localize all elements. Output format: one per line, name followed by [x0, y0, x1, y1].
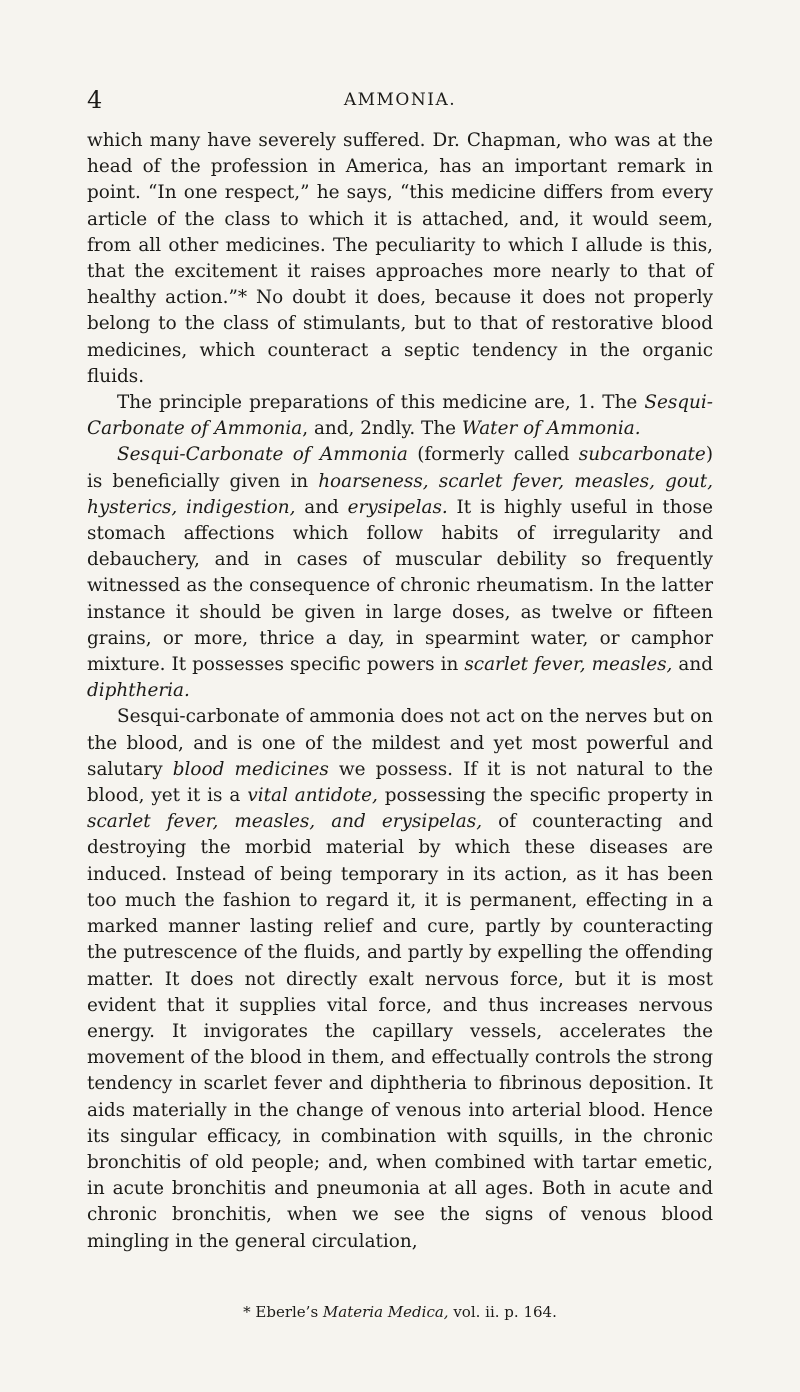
italic-text: scarlet fever, measles, and erysipelas,: [87, 811, 483, 833]
italic-text: blood medicines: [172, 758, 329, 780]
paragraph: [87, 128, 713, 390]
text-run: which many have severely suffered. Dr. Chapman, who was at the head of the profession in America, has an important remark in point. “In one respect,” he says, “this medicine differs from every article of the class to which it is attached, and, it would seem, from all other medicines. The peculiarity to which I allude is this, that the excitement it raises approaches more nearly to that of healthy action.”* No doubt it does, because it does not properly belong to the class of stimulants, but to that of restorative blood medicines, which counteract a septic tendency in the organic fluids.: [87, 130, 713, 387]
text-run: It is highly useful in those stomach affections which follow habits of irregularity and debauchery, and in cases of muscular debility so frequently witnessed as the consequence of chronic rheumatism. In the latter instance it should be given in large doses, as twelve or fifteen grains, or more, thrice a day, in spearmint water, or camphor mixture. It possesses specific powers in: [87, 496, 714, 676]
body-text: [87, 128, 713, 1255]
paragraph: [87, 442, 713, 704]
page-header: [87, 86, 713, 116]
italic-text: erysipelas.: [347, 496, 448, 518]
text-run: Sesqui-carbonate of ammonia does not act on the nerves but on the blood, and is one of the mildest and yet most powerful and salutary: [87, 706, 713, 780]
italic-text: hoarseness, scarlet fever, measles, gout, hysterics, indigestion,: [87, 470, 713, 518]
text-run: and: [672, 654, 713, 676]
text-run: (formerly called: [407, 444, 579, 466]
text-run: * Eberle’s: [243, 1303, 323, 1321]
italic-text: Materia Medica,: [322, 1303, 449, 1321]
text-run: possessing the specific property in: [377, 785, 714, 807]
text-run: , and, 2ndly. The: [302, 418, 462, 440]
footnote: [87, 1303, 713, 1321]
italic-text: Sesqui-Carbonate of Ammonia: [117, 444, 408, 466]
text-run: vol. ii. p. 164.: [448, 1303, 557, 1321]
italic-text: Water of Ammonia.: [461, 418, 641, 440]
paragraph: [87, 704, 713, 1254]
italic-text: vital antidote,: [247, 785, 378, 807]
text-run: ) is beneficially given in: [87, 444, 713, 492]
paragraph: [87, 390, 713, 442]
italic-text: Sesqui-Carbonate of Ammonia: [87, 392, 713, 440]
text-run: we possess. If it is not natural to the blood, yet it is a: [87, 758, 713, 807]
text-run: of counteracting and destroying the morbid material by which these diseases are induced. Instead of being temporary in its action, as it has been too much the fashion to regard it, it is permanent, effecting in a marked manner lasting relief and cure, partly by counteracting the putrescence of the fluids, and partly by expelling the offending matter. It does not directly exalt nervous force, but it is most evident that it supplies vital force, and thus increases nervous energy. It invigorates the capillary vessels, accelerates the movement of the blood in them, and effectually controls the strong tendency in scarlet fever and diphtheria to fibrinous deposition. It aids materially in the change of venous into arterial blood. Hence its singular efficacy, in combination with squills, in the chronic bronchitis of old people; and, when combined with tartar emetic, in acute bronchitis and pneumonia at all ages. Both in acute and chronic bronchitis, when we see the signs of venous blood mingling in the general circulation,: [87, 811, 713, 1252]
running-head: AMMONIA.: [343, 90, 457, 110]
text-run: and: [295, 496, 348, 518]
italic-text: subcarbonate: [578, 444, 706, 466]
italic-text: diphtheria.: [87, 680, 190, 702]
page-number: 4: [87, 86, 103, 114]
italic-text: scarlet fever, measles,: [464, 654, 673, 676]
text-run: The principle preparations of this medicine are, 1. The: [117, 392, 645, 414]
